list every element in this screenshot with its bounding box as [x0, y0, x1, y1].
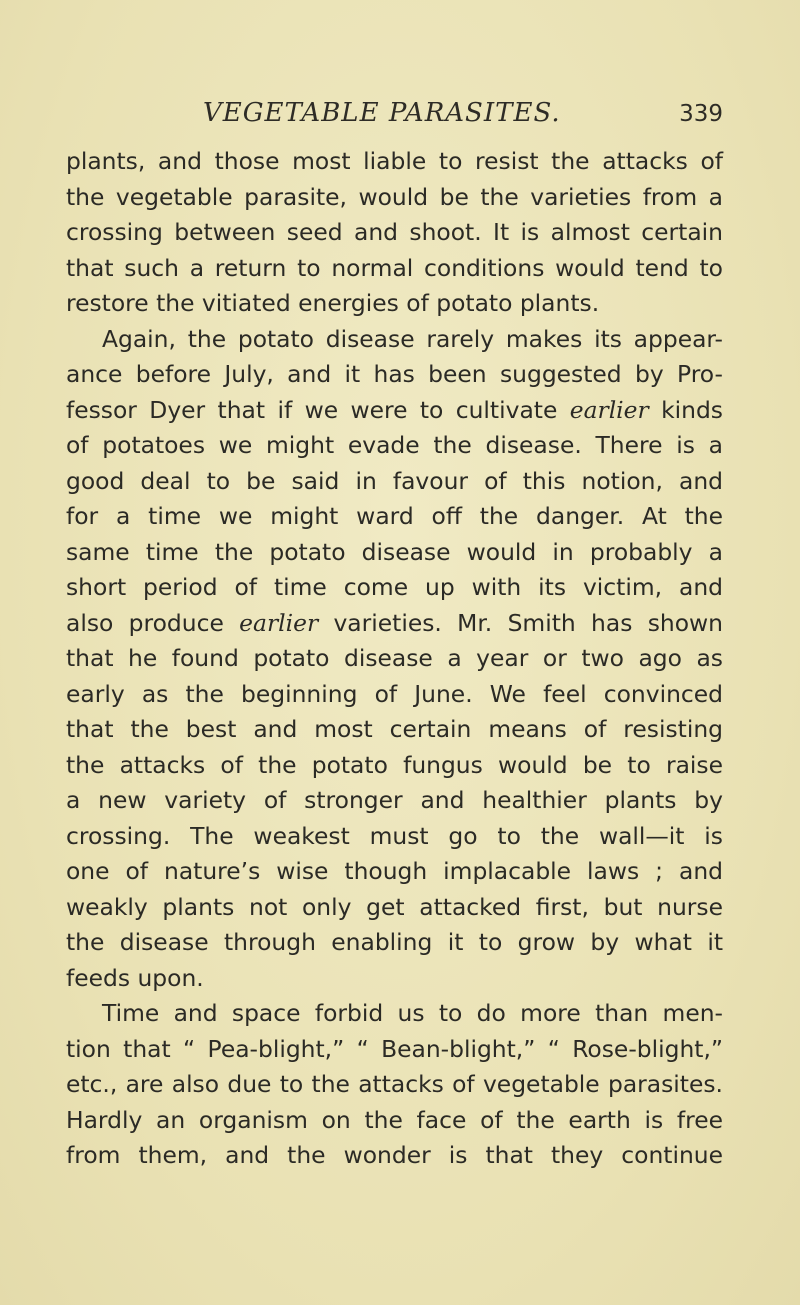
text-line: tion that “ Pea-blight,” “ Bean-blight,” “ Rose-blight,” — [66, 1034, 723, 1063]
text-line: Hardly an organism on the face of the earth is free — [66, 1105, 723, 1134]
italic-word: earlier — [569, 395, 649, 424]
text-segment: kinds — [648, 395, 723, 424]
text-line: for a time we might ward off the danger. At the — [66, 502, 723, 530]
text-line: one of nature’s wise though implacable laws ; and — [66, 857, 723, 885]
paragraph-first-line: Time and space forbid us to do more than men- — [102, 999, 723, 1027]
text-segment: varieties. Mr. Smith has shown — [318, 608, 723, 637]
text-line: that such a return to normal conditions would tend to — [66, 253, 723, 282]
text-line: crossing. The weakest must go to the wall—it is — [66, 821, 723, 850]
text-segment: also produce — [66, 608, 240, 637]
text-line: the attacks of the potato fungus would be to raise — [66, 750, 723, 779]
body-text — [66, 144, 723, 1174]
text-line: same time the potato disease would in probably a — [66, 537, 723, 566]
text-line: that he found potato disease a year or two ago as — [66, 644, 723, 672]
text-line: the disease through enabling it to grow by what it — [66, 928, 723, 956]
text-line: early as the beginning of June. We feel convinced — [66, 679, 723, 708]
running-head — [203, 98, 723, 138]
text-line: feeds upon. — [66, 963, 204, 992]
text-line: weakly plants not only get attacked first, but nurse — [66, 892, 723, 921]
page-number: 339 — [679, 101, 723, 127]
paragraph-first-line: Again, the potato disease rarely makes its appear- — [102, 324, 723, 353]
text-line — [66, 393, 723, 429]
text-line — [66, 606, 723, 642]
text-line: short period of time come up with its victim, and — [66, 573, 723, 601]
text-line: from them, and the wonder is that they continue — [66, 1141, 723, 1169]
text-line: of potatoes we might evade the disease. There is a — [66, 431, 723, 459]
text-line: restore the vitiated energies of potato plants. — [66, 289, 600, 317]
text-line: crossing between seed and shoot. It is almost certain — [66, 218, 723, 246]
text-line: the vegetable parasite, would be the varieties from a — [66, 182, 723, 211]
text-segment: fessor Dyer that if we were to cultivate — [66, 395, 570, 424]
text-line: good deal to be said in favour of this notion, and — [66, 466, 723, 495]
text-line: plants, and those most liable to resist the attacks of — [66, 147, 723, 175]
text-line: a new variety of stronger and healthier plants by — [66, 786, 723, 814]
text-line: that the best and most certain means of resisting — [66, 715, 723, 743]
text-line: etc., are also due to the attacks of vegetable parasites. — [66, 1070, 723, 1098]
text-line: ance before July, and it has been suggested by Pro- — [66, 360, 723, 388]
running-title: VEGETABLE PARASITES. — [203, 98, 561, 128]
italic-word: earlier — [239, 608, 319, 637]
